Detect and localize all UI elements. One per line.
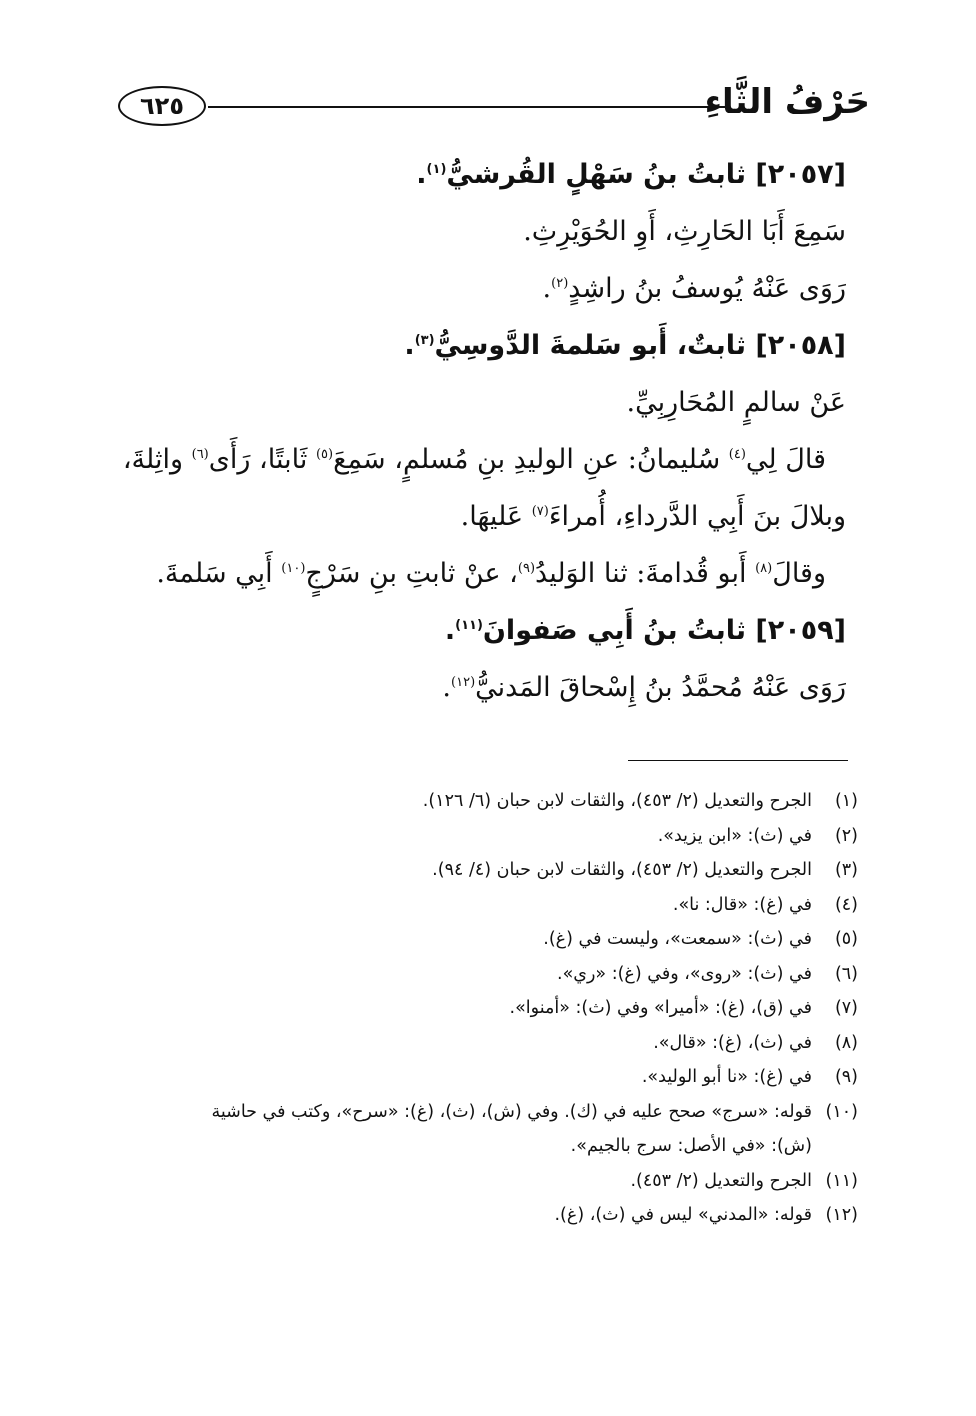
text-span: وقالَ — [772, 558, 826, 589]
text-line: سَمِعَ أَبَا الحَارِثِ، أَوِ الحُوَيْرِثِ. — [523, 216, 846, 247]
paragraph-line-3 — [110, 545, 846, 602]
footnote-number: (٨) — [834, 1032, 858, 1053]
footnote-number: (١) — [834, 791, 858, 811]
footnote-number: (١٠) — [825, 1101, 858, 1122]
text-span: رَوَى عَنْهُ يُوسفُ بنُ راشِدٍ — [568, 273, 846, 304]
footnote-number: (٣) — [834, 860, 858, 880]
footnote-ref: (٣) — [414, 333, 435, 348]
footnote — [118, 922, 858, 957]
footnote — [118, 1060, 858, 1095]
footnote-text: في (ث): «روى»، وفي (غ): «ري». — [557, 963, 812, 984]
footnote-ref: (٧) — [531, 504, 549, 519]
footnote-ref: (٩) — [517, 561, 536, 576]
footnote-text: في (ث): «سمعت»، وليست في (غ). — [543, 929, 812, 949]
text-span: عَليهَا. — [460, 501, 532, 532]
footnote-text: الجرح والتعديل (٢/ ٤٥٣)، والثقات لابن حبان (٦/ ١٢٦). — [422, 791, 812, 811]
footnote-text: في (ث): «ابن يزيد». — [657, 825, 812, 846]
text-line: رَوَى عَنْهُ مُحمَّدُ بنُ إِسْحاقَ المَدنيُّ$^{(١٢)}$. — [442, 672, 846, 703]
entry-title-text: [٢٠٥٧] ثابتُ بنُ سَهْلٍ القُرشيُّ — [446, 159, 846, 190]
footnote-continuation: (ش): «في الأصل: سرج بالجيم». — [570, 1136, 812, 1156]
footnotes — [118, 784, 858, 1233]
entry-title-text: [٢٠٥٨] ثابتٌ، أَبو سَلمةَ الدَّوسِيُّ — [434, 330, 846, 361]
footnote-number: (٧) — [834, 998, 858, 1018]
footnote-ref: (١) — [426, 162, 447, 177]
footnote-number: (٩) — [834, 1067, 858, 1087]
text-span: واثِلةَ، — [122, 444, 192, 475]
footnote-ref: (٥) — [315, 447, 334, 462]
footnote — [118, 784, 858, 819]
footnote-number: (١١) — [825, 1170, 858, 1191]
footnote-number: (١٢) — [825, 1205, 858, 1225]
footnote — [118, 1026, 858, 1061]
page-number: ٦٢٥ — [140, 92, 184, 120]
text-span: رَوَى عَنْهُ مُحمَّدُ بنُ إِسْحاقَ المَدنيُّ — [475, 672, 846, 703]
footnote-text: قوله: «سرج» صحح عليه في (ك). وفي (ش)، (ث)، (غ): «سرح»، وكتب في حاشية — [211, 1101, 812, 1122]
text-span: سُليمانُ: عنِ الوليدِ بنِ مُسلمٍ، سَمِعَ — [333, 444, 729, 475]
footnote-text: الجرح والتعديل (٢/ ٤٥٣). — [630, 1170, 812, 1191]
footnote — [118, 819, 858, 854]
main-text — [110, 146, 846, 716]
footnote-ref: (٦) — [191, 447, 209, 462]
paragraph-line-1 — [110, 431, 846, 488]
footnote-text: في (غ): «نا أبو الوليد». — [641, 1067, 812, 1087]
footnote-separator — [628, 760, 848, 761]
footnote-number: (٦) — [834, 963, 858, 984]
footnote-text: في (غ): «قال: نا». — [672, 894, 812, 915]
page-number-badge — [118, 86, 206, 126]
footnote — [118, 1095, 858, 1130]
page-header — [118, 80, 870, 140]
text-span: ثَابتًا، رَأَى — [208, 444, 316, 475]
paragraph-line-2 — [110, 488, 846, 545]
text-span: ، عنْ ثابتِ بنِ سَرْجٍ — [305, 558, 518, 589]
text-span: أَبو قُدامةَ: ثنا الوَليدُ — [535, 558, 756, 589]
footnote — [118, 957, 858, 992]
text-span: قالَ لِي — [745, 444, 826, 475]
entry-title-2059: [٢٠٥٩] ثابتُ بنُ أَبِي صَفوانَ$^{(١١)}$. — [444, 615, 846, 646]
footnote — [118, 888, 858, 923]
footnote-number: (٢) — [834, 825, 858, 846]
footnote — [118, 1164, 858, 1199]
text-span: أَبِي سَلمةَ. — [156, 558, 282, 589]
text-line: عَنْ سالمٍ المُحَارِبِيِّ. — [626, 387, 846, 418]
text-line: رَوَى عَنْهُ يُوسفُ بنُ راشِدٍ$^{(٢)}$. — [542, 273, 846, 304]
footnote-number: (٥) — [834, 929, 858, 949]
footnote-ref: (٢) — [551, 276, 569, 291]
entry-title-text: [٢٠٥٩] ثابتُ بنُ أَبِي صَفوانَ — [482, 615, 846, 646]
entry-title-2058: [٢٠٥٨] ثابتٌ، أَبو سَلمةَ الدَّوسِيُّ$^{(٣)}$. — [404, 330, 846, 361]
header-rule — [208, 106, 730, 108]
chapter-title: حَرْفُ الثَّاءِ — [704, 82, 870, 122]
footnote-text: قوله: «المدني» ليس في (ث)، (غ). — [554, 1205, 812, 1225]
footnote-text: في (ق)، (غ): «أميرا» وفي (ث): «أمنوا». — [509, 998, 812, 1018]
text-span: وبلالَ بنَ أَبِي الدَّرداءِ، أُمراءَ — [548, 501, 846, 532]
footnote-ref: (١٢) — [451, 675, 476, 690]
footnote — [118, 1198, 858, 1233]
footnote-number: (٤) — [834, 894, 858, 915]
footnote-ref: (١٠) — [281, 561, 306, 576]
footnote — [118, 991, 858, 1026]
entry-title-2057: [٢٠٥٧] ثابتُ بنُ سَهْلٍ القُرشيُّ$^{(١)}$. — [416, 159, 846, 190]
footnote-text: الجرح والتعديل (٢/ ٤٥٣)، والثقات لابن حبان (٤/ ٩٤). — [432, 860, 812, 880]
footnote-ref: (١١) — [455, 618, 483, 633]
footnote — [118, 853, 858, 888]
footnote-ref: (٤) — [728, 447, 746, 462]
footnote-text: في (ث)، (غ): «قال». — [653, 1032, 812, 1053]
footnote-ref: (٨) — [755, 561, 773, 576]
